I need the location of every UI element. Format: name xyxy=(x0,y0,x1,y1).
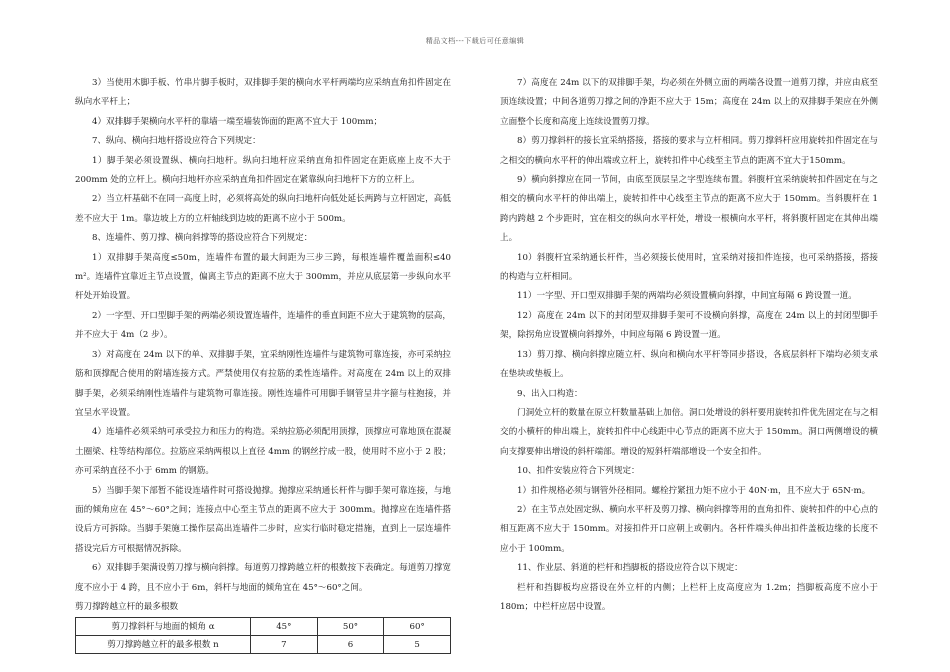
table-cell: 7 xyxy=(251,636,318,654)
section-heading: 7、纵向、横向扫地杆搭设应符合下列规定： xyxy=(92,136,261,147)
page-header: 精品文档---下载后可任意编辑 xyxy=(425,37,525,45)
table-cell: 5 xyxy=(384,636,451,654)
table-row xyxy=(76,618,451,636)
paragraph: 1）双排脚手架高度≤50m，连墙件布置的最大间距为三步三跨，每根连墙件覆盖面积≤40 m²。连墙件宜靠近主节点设置，偏离主节点的距离不应大于 300mm，并应从底层第一步纵向水平杆处开始设置。 xyxy=(75,252,451,302)
table-cell: 45° xyxy=(251,618,318,636)
section-heading: 8、连墙件、剪刀撑、横向斜撑等的搭设应符合下列规定： xyxy=(92,233,313,244)
paragraph: 1）脚手架必须设置纵、横向扫地杆。纵向扫地杆应采纳直角扣件固定在距底座上皮不大于200mm 处的立杆上。横向扫地杆亦应采纳直角扣件固定在紧靠纵向扫地杆下方的立杆上。 xyxy=(75,155,451,186)
table-row xyxy=(76,636,451,654)
paragraph: 4）连墙件必须采纳可承受拉力和压力的构造。采纳拉筋必须配用顶撑，顶撑应可靠地顶在混凝土圈梁、柱等结构部位。拉筋应采纳两根以上直径 4mm 的钢丝拧成一股，使用时不应小于 2 股；亦可采纳直径不小于 6mm 的钢筋。 xyxy=(75,427,451,477)
paragraph: 2）在主节点处固定纵、横向水平杆及剪刀撑、横向斜撑等用的直角扣件、旋转扣件的中心点的相互距离不应大于 150mm。对接扣件开口应朝上或朝内。各杆件端头伸出扣件盖板边缘的长度不应小于 100mm。 xyxy=(500,504,878,554)
right-column xyxy=(500,74,878,617)
paragraph: 3）对高度在 24m 以下的单、双排脚手架，宜采纳刚性连墙件与建筑物可靠连接，亦可采纳拉筋和顶撑配合使用的附墙连接方式。严禁使用仅有拉筋的柔性连墙件。对高度在 24m 以上的双排脚手架，必须采纳刚性连墙件与建筑物可靠连接。刚性连墙件可用脚手钢管呈井字箍与柱抱接，并宜呈水平设置。 xyxy=(75,349,451,418)
table-cell: 60° xyxy=(384,618,451,636)
paragraph: 12）高度在 24m 以下的封闭型双排脚手架可不设横向斜撑，高度在 24m 以上的封闭型脚手架，除拐角应设置横向斜撑外，中间应每隔 6 跨设置一道。 xyxy=(500,310,878,341)
paragraph: 7）高度在 24m 以下的双排脚手架，均必须在外侧立面的两端各设置一道剪刀撑，并应由底至顶连续设置；中间各道剪刀撑之间的净距不应大于 15m；高度在 24m 以上的双排脚手架应在外侧立面整个长度和高度上连续设置剪刀撑。 xyxy=(500,78,878,127)
table-caption: 剪刀撑跨越立杆的最多根数 xyxy=(75,601,179,612)
section-heading: 11、作业层、斜道的栏杆和挡脚板的搭设应符合以下规定： xyxy=(517,563,743,574)
paragraph: 8）剪刀撑斜杆的接长宜采纳搭接，搭接的要求与立杆相同。剪刀撑斜杆应用旋转扣件固定在与之相交的横向水平杆的伸出端或立杆上，旋转扣件中心线至主节点的距离不宜大于150mm。 xyxy=(500,136,878,166)
paragraph: 11）一字型、开口型双排脚手架的两端均必须设置横向斜撑，中间宜每隔 6 跨设置一道。 xyxy=(517,291,857,302)
paragraph: 2）一字型、开口型脚手架的两端必须设置连墙件，连墙件的垂直间距不应大于建筑物的层高，并不应大于 4m（2 步）。 xyxy=(75,310,451,341)
table-row-label: 剪刀撑斜杆与地面的倾角 α xyxy=(76,618,251,636)
section-heading: 10、扣件安装应符合下列规定： xyxy=(517,466,640,477)
section-heading: 9、出入口构造： xyxy=(517,388,583,399)
paragraph: 6）双排脚手架满设剪刀撑与横向斜撑。每道剪刀撑跨越立杆的根数按下表确定。每道剪刀撑宽度不应小于 4 跨，且不应小于 6m，斜杆与地面的倾角宜在 45°～60°之间。 xyxy=(75,563,451,593)
paragraph: 13）剪刀撑、横向斜撑应随立杆、纵向和横向水平杆等同步搭设，各底层斜杆下端均必须支承在垫块或垫板上。 xyxy=(500,349,878,380)
paragraph: 2）当立杆基础不在同一高度上时，必须将高处的纵向扫地杆向低处延长两跨与立杆固定，高低差不应大于 1m。靠边坡上方的立杆轴线到边坡的距离不应小于 500m。 xyxy=(75,194,451,224)
paragraph: 10）斜腹杆宜采纳通长杆件，当必须接长使用时，宜采纳对接扣件连接，也可采纳搭接，搭接的构造与立杆相同。 xyxy=(500,252,878,283)
paragraph: 4）双排脚手架横向水平杆的靠墙一端至墙装饰面的距离不宜大于 100mm； xyxy=(92,116,383,127)
table-cell: 50° xyxy=(317,618,384,636)
paragraph: 5）当脚手架下部暂不能设连墙件时可搭设抛撑。抛撑应采纳通长杆件与脚手架可靠连接，与地面的倾角应在 45°～60°之间；连接点中心至主节点的距离不应大于 300mm。抛撑应在连墙件搭设后方可拆除。当脚手架施工操作层高出连墙件二步时，应实行临时稳定措施，直到上一层连墙件搭设完后方可根据情况拆除。 xyxy=(75,485,451,554)
table-row-label: 剪刀撑跨越立杆的最多根数 n xyxy=(76,636,251,654)
left-column xyxy=(75,74,451,654)
cross-brace-table xyxy=(75,617,451,654)
paragraph: 门洞处立杆的数量在原立杆数量基础上加倍。洞口处增设的斜杆要用旋转扣件优先固定在与之相交的小横杆的伸出端上，旋转扣件中心线距中心节点的距离不应大于 150mm。洞口两侧增设的横向支撑要伸出增设的斜杆端部。增设的短斜杆端部增设一个安全扣件。 xyxy=(500,407,878,457)
paragraph: 3）当使用木脚手板、竹串片脚手板时，双排脚手架的横向水平杆两端均应采纳直角扣件固定在纵向水平杆上； xyxy=(75,78,451,108)
paragraph: 1）扣件规格必须与钢管外径相同。螺栓拧紧扭力矩不应小于 40N·m，且不应大于 65N·m。 xyxy=(517,485,871,496)
paragraph: 栏杆和挡脚板均应搭设在外立杆的内侧；上栏杆上皮高度应为 1.2m；挡脚板高度不应小于 180m；中栏杆应居中设置。 xyxy=(500,582,878,612)
paragraph: 9）横向斜撑应在同一节间，由底至顶层呈之字型连续布置。斜腹杆宜采纳旋转扣件固定在与之相交的横向水平杆的伸出端上，旋转扣件中心线至主节点的距离不应大于 150mm。当斜腹杆在 1 跨内跨越 2 个步距时，宜在相交的纵向水平杆处，增设一根横向水平杆，将斜腹杆固定在其伸出端上。 xyxy=(500,175,878,244)
table-cell: 6 xyxy=(317,636,384,654)
